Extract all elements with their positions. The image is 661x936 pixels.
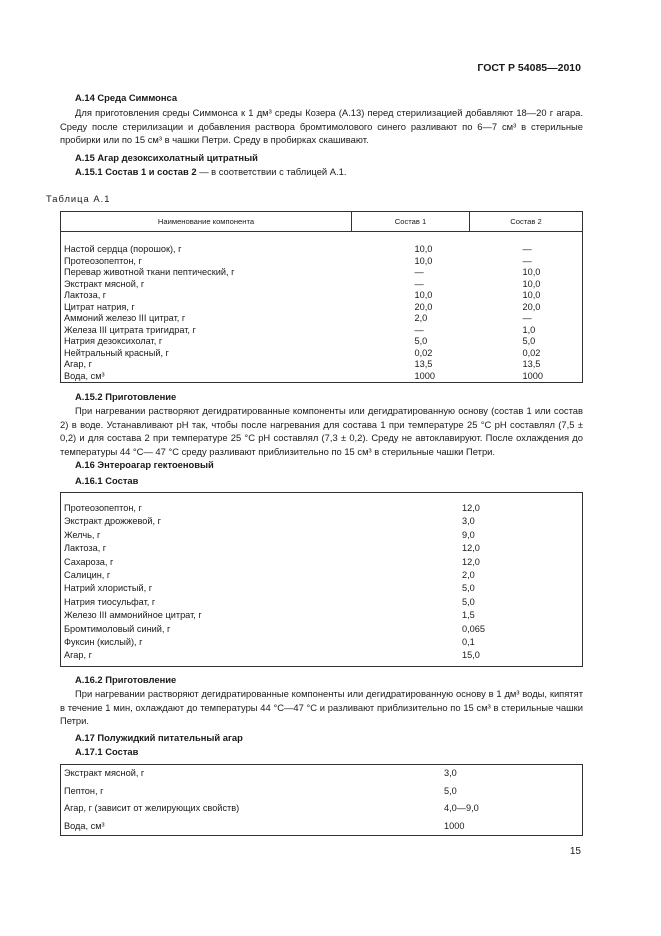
table-a1-caption: Таблица А.1 <box>46 193 111 204</box>
table-row <box>61 267 583 279</box>
cell-composition2: 13,5 <box>522 359 541 369</box>
cell-component: Агар, г <box>64 359 92 369</box>
cell-composition1: 2,0 <box>414 313 428 323</box>
cell-amount: 5,0 <box>462 583 475 594</box>
section-a15-1-title: А.15.1 Состав 1 и состав 2 <box>75 166 197 177</box>
section-a15-title: А.15 Агар дезоксихолатный цитратный <box>75 152 258 163</box>
cell-component: Протеозопептон, г <box>64 255 142 266</box>
cell-composition1: 5,0 <box>414 336 428 346</box>
table-row <box>61 256 583 268</box>
table-row <box>61 623 583 636</box>
cell-component: Аммоний железо III цитрат, г <box>64 313 186 323</box>
cell-component: Лактоза, г <box>64 543 107 554</box>
table-row <box>61 279 583 291</box>
table-row <box>61 529 583 542</box>
table-row <box>61 302 583 314</box>
section-a17-1-title: А.17.1 Состав <box>75 746 139 757</box>
cell-composition2: — <box>522 255 532 266</box>
table-row <box>61 765 583 783</box>
page-number: 15 <box>569 846 581 857</box>
cell-composition1: 13,5 <box>414 359 433 369</box>
cell-component: Цитрат натрия, г <box>64 301 135 312</box>
cell-composition2: 10,0 <box>522 278 541 289</box>
cell-composition2: — <box>522 313 532 323</box>
table-a1-header-composition2: Состав 2 <box>470 212 583 232</box>
cell-component: Перевар животной ткани пептический, г <box>64 267 235 277</box>
cell-amount: 0,065 <box>462 623 485 634</box>
cell-component: Агар, г <box>64 650 92 661</box>
cell-amount: 4,0—9,0 <box>444 803 479 813</box>
table-row <box>61 359 583 371</box>
cell-component: Фуксин (кислый), г <box>64 637 143 648</box>
cell-composition1: 1000 <box>414 370 435 381</box>
table-a1-header-component: Наименование компонента <box>61 212 352 232</box>
table-a1-header-row <box>61 212 583 232</box>
table-a17-composition <box>60 764 583 836</box>
cell-component: Бромтимоловый синий, г <box>64 623 171 634</box>
cell-amount: 9,0 <box>462 529 475 540</box>
section-a14-text: Для приготовления среды Симмонса к 1 дм³ среды Козера (А.13) перед стерилизацией добавляют 18—20 г агара. Среду после стерилизации и добавления раствора бромтимолового синего разливают по 6—7 см³ в стерильные пробирки или по 15 см³ в чашки Петри. Среду в пробирках скашивают. <box>60 107 583 146</box>
cell-composition1: 10,0 <box>414 290 433 300</box>
cell-composition1: — <box>414 267 424 277</box>
cell-amount: 5,0 <box>462 596 475 607</box>
section-a15-2-title: А.15.2 Приготовление <box>75 391 177 402</box>
section-a16-2-text: При нагревании растворяют дегидратированные компоненты или дегидратированную основу в 1 дм³ воды, кипятят в течение 1 мин, охлаждают до температуры 44 °С—47 °С и разливают приблизительно по 15 см³ в стерильные чашки Петри. <box>60 688 583 727</box>
cell-amount: 12,0 <box>462 543 480 554</box>
cell-component: Железо III аммонийное цитрат, г <box>64 610 202 621</box>
cell-component: Натрия дезоксихолат, г <box>64 336 163 346</box>
table-row <box>61 783 583 801</box>
table-row <box>61 800 583 818</box>
table-row <box>61 596 583 609</box>
cell-component: Настой сердца (порошок), г <box>64 244 182 254</box>
cell-composition2: 20,0 <box>522 301 541 312</box>
table-row <box>61 582 583 595</box>
table-row <box>61 348 583 360</box>
cell-composition2: 1000 <box>522 370 543 381</box>
cell-composition2: 5,0 <box>522 336 536 346</box>
cell-component: Пептон, г <box>64 785 104 796</box>
table-row <box>61 493 583 516</box>
section-a17-title: А.17 Полужидкий питательный агар <box>75 732 243 743</box>
cell-composition1: 20,0 <box>414 301 433 312</box>
cell-composition2: 0,02 <box>522 347 541 358</box>
cell-component: Лактоза, г <box>64 290 107 300</box>
table-row <box>61 325 583 337</box>
cell-composition2: 10,0 <box>522 267 541 277</box>
cell-component: Сахароза, г <box>64 556 114 567</box>
cell-component: Агар, г (зависит от желирующих свойств) <box>64 803 240 813</box>
table-row <box>61 515 583 528</box>
table-row <box>61 313 583 325</box>
section-a16-2-title: А.16.2 Приготовление <box>75 674 177 685</box>
cell-amount: 12,0 <box>462 556 480 567</box>
section-a15-1-line <box>75 166 346 177</box>
cell-composition1: — <box>414 324 424 335</box>
cell-amount: 0,1 <box>462 637 475 648</box>
cell-component: Вода, см³ <box>64 370 105 381</box>
section-a15-2-text: При нагревании растворяют дегидратированные компоненты или дегидратированную основу (состав 1 или состав 2) в воде. Устанавливают pH так, чтобы после нагревания для состава 1 при температуре 25 °С pH составлял (7,5 ± 0,2) и для состава 2 при температуре 25 °С pH составлял (7,3 ± 0,2). Среду не автоклавируют. После охлаждения до температуры 44 °С— 47 °С среду разливают приблизительно по 15 см³ в стерильные чашки Петри. <box>60 405 583 458</box>
cell-composition1: — <box>414 278 424 289</box>
cell-composition1: 10,0 <box>414 244 433 254</box>
table-a1-body <box>61 232 583 383</box>
table-row <box>61 371 583 383</box>
table-row <box>61 569 583 582</box>
cell-composition2: 10,0 <box>522 290 541 300</box>
cell-component: Натрий хлористый, г <box>64 583 153 594</box>
cell-amount: 5,0 <box>444 785 457 796</box>
cell-amount: 12,0 <box>462 503 480 513</box>
table-row <box>61 336 583 348</box>
cell-amount: 1000 <box>444 820 465 831</box>
cell-amount: 15,0 <box>462 650 480 661</box>
section-a16-title: А.16 Энтероагар гектоеновый <box>75 459 214 470</box>
cell-composition1: 0,02 <box>414 347 433 358</box>
cell-amount: 3,0 <box>462 516 475 527</box>
table-row <box>61 290 583 302</box>
cell-component: Экстракт мясной, г <box>64 278 145 289</box>
cell-composition2: — <box>522 244 532 254</box>
table-row <box>61 818 583 836</box>
table-row <box>61 609 583 622</box>
table-row <box>61 636 583 649</box>
cell-component: Протеозопептон, г <box>64 503 142 513</box>
cell-component: Нейтральный красный, г <box>64 347 169 358</box>
cell-component: Вода, см³ <box>64 820 105 831</box>
section-a14-title: А.14 Среда Симмонса <box>75 92 178 103</box>
section-a16-1-title: А.16.1 Состав <box>75 475 139 486</box>
section-a15-1-text: — в соответствии с таблицей А.1. <box>196 166 347 177</box>
standard-header: ГОСТ Р 54085—2010 <box>477 62 581 74</box>
table-row <box>61 649 583 666</box>
table-row <box>61 542 583 555</box>
table-a1 <box>60 211 583 383</box>
cell-amount: 2,0 <box>462 570 475 581</box>
cell-component: Желчь, г <box>64 529 101 540</box>
cell-amount: 1,5 <box>462 610 475 621</box>
cell-amount: 3,0 <box>444 768 457 778</box>
cell-component: Натрия тиосульфат, г <box>64 596 156 607</box>
cell-composition2: 1,0 <box>522 324 536 335</box>
cell-component: Железа III цитрата тригидрат, г <box>64 324 196 335</box>
cell-component: Экстракт мясной, г <box>64 768 145 778</box>
table-a16-composition <box>60 492 583 667</box>
table-a1-header-composition1: Состав 1 <box>352 212 470 232</box>
cell-composition1: 10,0 <box>414 255 433 266</box>
table-row <box>61 232 583 256</box>
table-row <box>61 556 583 569</box>
cell-component: Экстракт дрожжевой, г <box>64 516 161 527</box>
cell-component: Салицин, г <box>64 570 111 581</box>
